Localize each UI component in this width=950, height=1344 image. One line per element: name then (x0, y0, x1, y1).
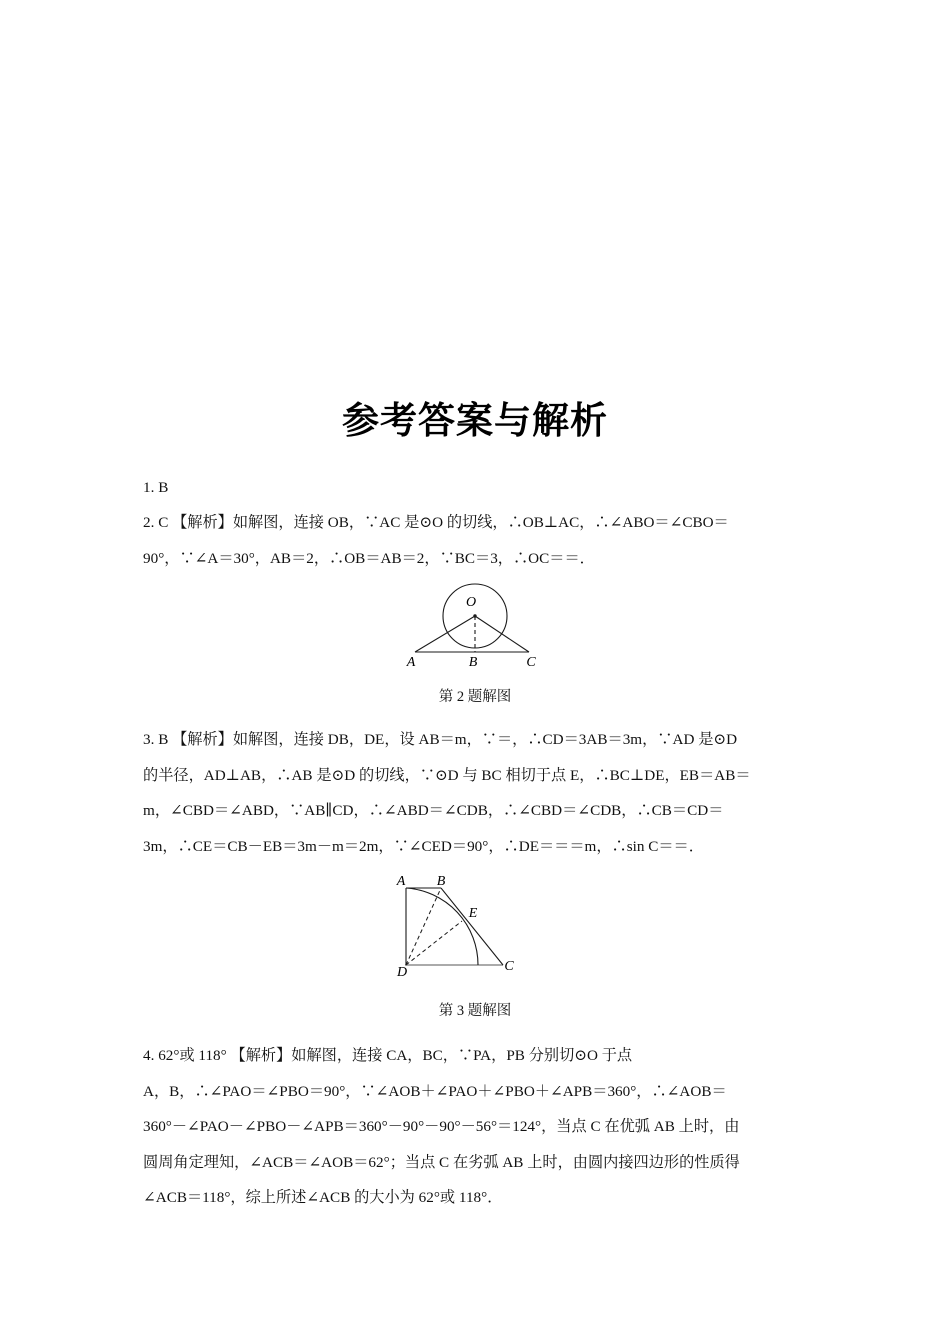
figure-2-label-C: C (526, 655, 536, 670)
answer-2-line-1: 2. C 【解析】如解图，连接 OB，∵AC 是⊙O 的切线，∴OB⊥AC，∴∠ABO＝∠CBO＝ (143, 514, 729, 531)
answer-block-2 (143, 505, 811, 576)
figure-2-label-A: A (406, 655, 416, 670)
answer-3-line-4: 3m，∴CE＝CB－EB＝3m－m＝2m，∵∠CED＝90°，∴DE＝＝＝m，∴sin C＝＝． (143, 837, 704, 855)
answer-block-1 (143, 470, 811, 506)
figure-2-svg (385, 578, 565, 670)
figure-3-label-D: D (396, 965, 408, 976)
page-title: 参考答案与解析 (342, 399, 608, 442)
segment-BC (441, 888, 503, 965)
figure-2-caption-wrap (0, 686, 950, 708)
arc-AE (406, 888, 478, 965)
answer-3-line-3: m，∠CBD＝∠ABD，∵AB∥CD，∴∠ABD＝∠CDB，∴∠CBD＝∠CDB，∴CB＝CD＝ (143, 802, 724, 819)
answer-block-3 (143, 722, 811, 864)
answer-3-line-2: 的半径，AD⊥AB，∴AB 是⊙D 的切线，∵⊙D 与 BC 相切于点 E，∴BC⊥DE，EB＝AB＝ (143, 766, 751, 784)
answer-4-line-3: 360°－∠PAO－∠PBO－∠APB＝360°－90°－90°－56°＝124°，当点 C 在优弧 AB 上时，由 (143, 1118, 740, 1135)
figure-3-label-E: E (468, 906, 478, 921)
figure-3-label-C: C (504, 959, 514, 974)
figure-3-caption: 第 3 题解图 (438, 1003, 512, 1019)
segment-DE-dashed (406, 921, 462, 965)
answer-2-line-2: 90°，∵∠A＝30°，AB＝2，∴OB＝AB＝2，∵BC＝3，∴OC＝＝． (143, 549, 595, 567)
figure-3-svg (385, 876, 565, 976)
answer-block-4 (143, 1038, 811, 1216)
segment-DB-dashed (406, 888, 441, 965)
figure-2-label-B: B (468, 655, 478, 670)
answer-1-line: 1. B (143, 479, 169, 496)
figure-3-caption-wrap (0, 1000, 950, 1022)
figure-3-label-B: B (436, 876, 446, 889)
figure-2-caption: 第 2 题解图 (438, 689, 512, 705)
figure-2-label-O: O (465, 595, 477, 610)
figure-3-label-A: A (396, 876, 406, 889)
answer-4-line-1: 4. 62°或 118° 【解析】如解图，连接 CA，BC，∵PA，PB 分别切⊙O 于点 (143, 1047, 633, 1064)
answer-4-line-2: A，B，∴∠PAO＝∠PBO＝90°，∵∠AOB＋∠PAO＋∠PBO＋∠APB＝360°，∴∠AOB＝ (143, 1082, 727, 1100)
answer-3-line-1: 3. B 【解析】如解图，连接 DB，DE，设 AB＝m，∵＝，∴CD＝3AB＝3m，∵AD 是⊙D (143, 731, 738, 748)
answer-4-line-4: 圆周角定理知，∠ACB＝∠AOB＝62°；当点 C 在劣弧 AB 上时，由圆内接四边形的性质得 (143, 1153, 740, 1171)
answer-4-line-5: ∠ACB＝118°，综上所述∠ACB 的大小为 62°或 118°． (143, 1189, 503, 1206)
